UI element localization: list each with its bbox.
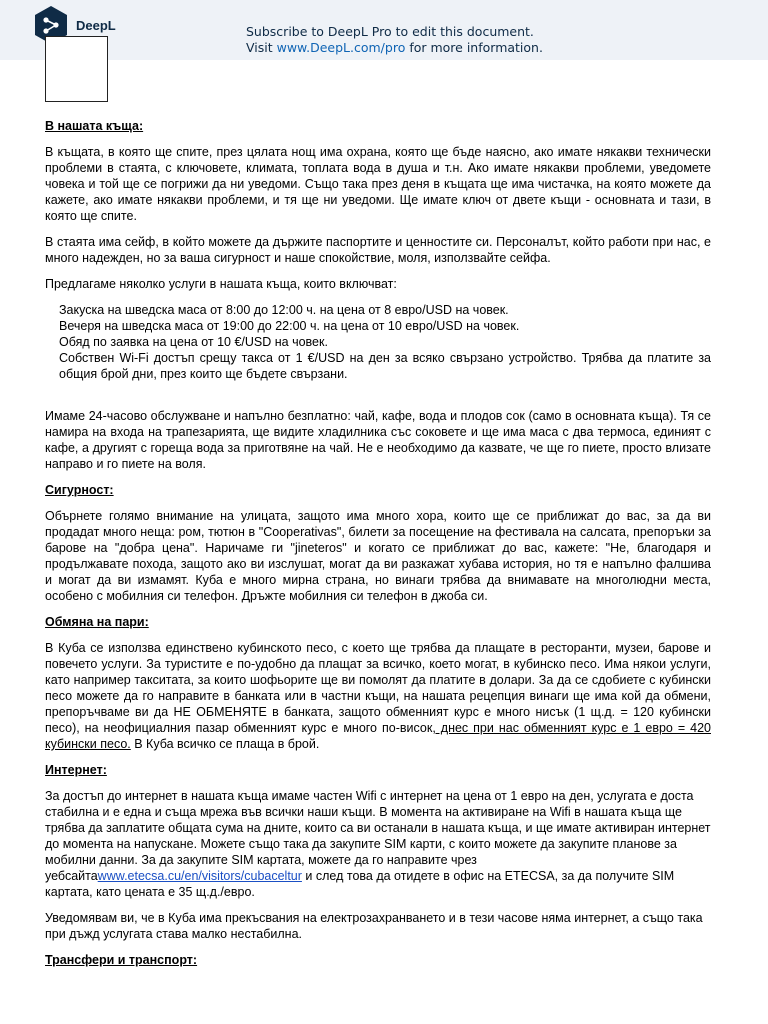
service-item: Обяд по заявка на цена от 10 €/USD на човек. [59,335,328,349]
document-body [45,118,711,978]
money-tail: В Куба всичко се плаща в брой. [130,737,320,751]
services-list [45,302,711,382]
exchange-rate-text: , днес при нас обменният курс е 1 евро = 420 кубински песо. [45,721,711,751]
etecsa-link[interactable]: www.etecsa.cu/en/visitors/cubaceltur [97,869,302,883]
house-paragraph-4: Имаме 24-часово обслужване и напълно безплатно: чай, кафе, вода и плодов сок (само в основната къща). Тя се намира на входа на трапезарията, ще видите хладилника със соковете и ще има маса с два термоса, единият с кафе, а другият с гореща вода за приготвяне на чай. Не е необходимо да казвате, че ще го пиете, просто влизате направо и го пиете на воля. [45,409,711,471]
heading-house: В нашата къща: [45,119,144,133]
internet-tail: и след това да отидете в офис на ETECSA, за да получите SIM картата, като цената е 35 щ.д./евро. [45,869,675,899]
heading-internet: Интернет: [45,763,107,777]
internet-text: За достъп до интернет в нашата къща имаме частен Wifi с интернет на цена от 1 евро на ден, услугата е доста стабилна и е една и съща мрежа във всички наши къщи. В момента на активиране на Wifi в нашата къща ще трябва да заплатите общата сума на дните, които са ви останали в нашата къща, и ще имате активиран интернет до момента на напускане. Можете също така да закупите SIM карти, с които можете да закупите планове за мобилни данни. За да закупите SIM картата, можете да го направите чрез уебсайта [45,789,711,883]
money-text: В Куба се използва единствено кубинското песо, с което ще трябва да плащате в ресторанти, музеи, барове и повечето услуги. За туристите е по-удобно да плащат за всичко, което могат, в кубинско песо. Има някои услуги, като например такситата, за които шофьорите ще ви помолят да платите в долари. За да се сдобиете с кубински песо можете да го направите в банката или в частни къщи, на нашата рецепция винаги ще има кой да обмени, препоръчваме ви да НЕ ОБМЕНЯТЕ в банката, защото обменният курс е много нисък (1 щ.д. = 120 кубински песо), на неофициалния пазар обменният курс е много по-висок [45,641,711,735]
service-item: Собствен Wi-Fi достъп срещу такса от 1 €/USD на ден за всяко свързано устройство. Трябва да платите за общия брой дни, през които ще бъдете свързани. [59,351,711,381]
redaction-box [45,36,108,102]
heading-transfer: Трансфери и транспорт: [45,953,198,967]
money-paragraph [45,640,711,752]
house-paragraph-3: Предлагаме няколко услуги в нашата къща, които включват: [45,277,397,291]
banner-line-2-suffix: for more information. [405,40,543,55]
spacer [45,392,711,408]
banner-line-2-prefix: Visit [246,40,277,55]
service-item: Закуска на шведска маса от 8:00 до 12:00 ч. на цена от 8 евро/USD на човек. [59,303,509,317]
banner-line-2 [246,40,543,56]
banner-line-1: Subscribe to DeepL Pro to edit this document. [246,24,534,39]
deepl-pro-link[interactable]: www.DeepL.com/pro [276,40,406,55]
service-item: Вечеря на шведска маса от 19:00 до 22:00 ч. на цена от 10 евро/USD на човек. [59,319,520,333]
internet-paragraph-1 [45,788,711,900]
house-paragraph-2: В стаята има сейф, в който можете да държите паспортите и ценностите си. Персоналът, който работи при нас, е много надежден, но за ваша сигурност и наше спокойствие, моля, използвайте сейфа. [45,235,711,265]
heading-money: Обмяна на пари: [45,615,149,629]
internet-paragraph-2: Уведомявам ви, че в Куба има прекъсвания на електрозахранването и в тези часове няма интернет, а също така при дъжд услугата става малко нестабилна. [45,911,703,941]
banner-message [246,24,543,56]
deepl-logo-text: DeepL [76,18,116,33]
house-paragraph-1: В къщата, в която ще спите, през цялата нощ има охрана, която ще бъде наясно, ако имате някакви технически проблеми в стаята, с ключовете, климата, топлата вода в душа и т.н. Ако имате някакви проблеми, уведомете човека и той ще се погрижи да ни уведоми. Също така през деня в къщата ще има чистачка, на която можете да кажете, ако имате някакви проблеми, и тя ще ни уведоми. Ще имате ключ от двете къщи - основната и тази, в която ще спите. [45,145,711,223]
heading-security: Сигурност: [45,483,114,497]
security-paragraph: Обърнете голямо внимание на улицата, защото има много хора, които ще се приближат до вас, за да ви продадат много неща: ром, тютюн в "Cooperativas", билети за посещение на фестивала на салсата, препоръки за барове на "добра цена". Наричаме ги "jineteros" и когато се приближат до вас, кажете: "Не, благодаря и продължавате похода, защото ако ви изслушат, могат да ви разкажат хубава история, но тя е напълно фалшива и могат да ви измамят. Куба е много мирна страна, но винаги трябва да внимавате на многолюдни места, особено с мобилния си телефон. Дръжте мобилния си телефон в джоба си. [45,509,711,603]
deepl-banner [0,0,768,60]
